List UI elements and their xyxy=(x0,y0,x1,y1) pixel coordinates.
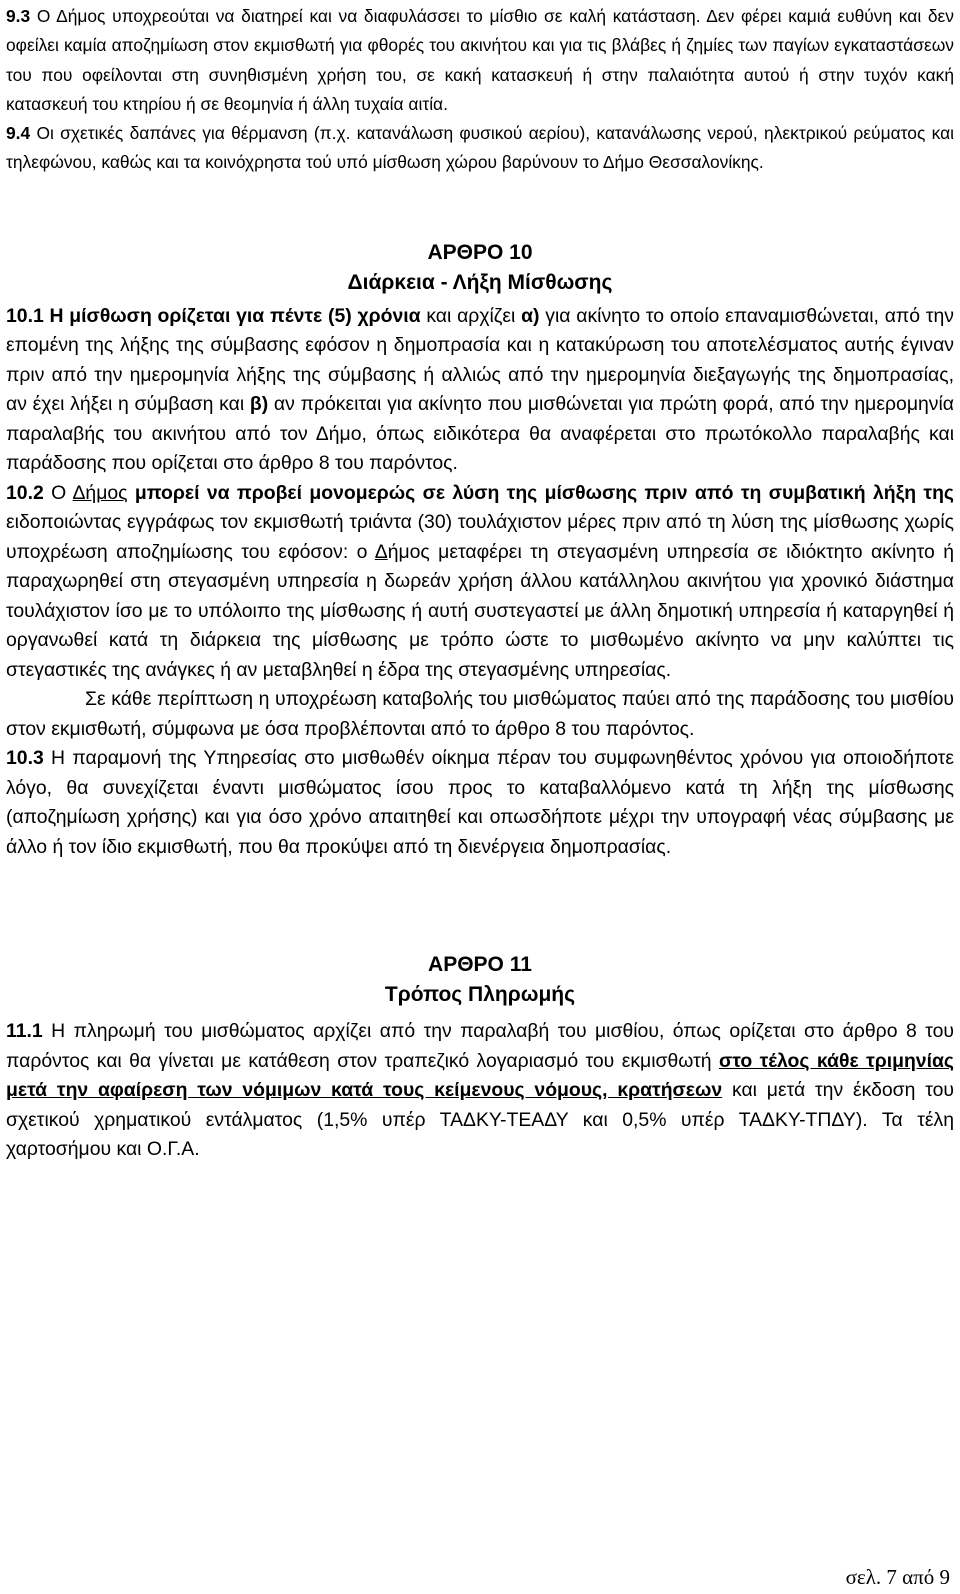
article-10-title: ΑΡΘΡΟ 10 xyxy=(427,240,533,264)
paragraph-10-3 xyxy=(6,744,954,862)
paragraph-text: Η παραμονή της Υπηρεσίας στο μισθωθέν οίκημα πέραν του συμφωνηθέντος χρόνου για οποιοδήποτε λόγο, θα συνεχίζεται έναντι μισθώματος ίσου προς το καταβαλλόμενο κατά τη λήξη της μίσθωσης (αποζημίωση χρήσης) και για όσο χρόνο απαιτηθεί και οπωσδήποτε μέχρι την υπογραφή νέας σύμβασης με άλλο ή τον ίδιο εκμισθωτή, που θα προκύψει από τη διενέργεια δημοπρασίας. xyxy=(6,747,954,858)
paragraph-text: ειδοποιώντας εγγράφως τον εκμισθωτή τριάντα (30) τουλάχιστον μέρες πριν από τη λύση της μίσθωσης χωρίς υποχρέωση αποζημίωσης του εφόσον: ο xyxy=(6,511,954,563)
section-number: 11.1 xyxy=(6,1020,43,1043)
section-number: 9.3 xyxy=(6,6,31,26)
paragraph-text: αν πρόκειται για ακίνητο που μισθώνεται για πρώτη φορά, από την ημερομηνία παραλαβής του ακινήτου από τον Δήμο, όπως ειδικότερα θα αναφέρεται στο πρωτόκολλο παραλαβής και παράδοσης που ορίζεται στο άρθρο 8 του παρόντος. xyxy=(6,393,954,475)
section-number: 10.2 xyxy=(6,481,44,504)
section-number: 10.3 xyxy=(6,747,44,770)
paragraph-text: και μετά την έκδοση του σχετικού χρηματικού εντάλματος (1,5% υπέρ ΤΑΔΚΥ-ΤΕΑΔΥ και 0,5% υπέρ ΤΑΔΚΥ-ΤΠΔΥ). Τα τέλη χαρτοσήμου και Ο.Γ.Α. xyxy=(6,1079,954,1161)
paragraph-10-2-continued: Σε κάθε περίπτωση η υποχρέωση καταβολής του μισθώματος παύει από της παράδοσης του μισθίου στον εκμισθωτή, σύμφωνα με όσα προβλέποντα​ι από το άρθρο 8 του παρόντος. xyxy=(6,688,954,740)
article-10-subtitle: Διάρκεια - Λήξη Μίσθωσης xyxy=(347,270,613,294)
section-number: 9.4 xyxy=(6,123,31,144)
document-page xyxy=(6,2,954,1165)
underlined-text: Δ xyxy=(374,540,388,563)
paragraph-text: ήμος μεταφέρει τη στεγασμένη υπηρεσία σε ιδιόκτητο ακίνητο ή παραχωρηθεί στη στεγασμένη υπηρεσία η δωρεάν χρήση άλλου κατάλληλου ακινήτου για χρονικό διάστημα τουλάχιστον ίσο με το υπόλοιπο της μίσθωσης ή αυτή συστεγαστεί με άλλη δημοτική υπηρεσία ή καταργηθεί ή οργανωθεί κατά τη διάρκεια της μίσθωσης με τρόπο ώστε το μισθωμένο ακίνητο να μην καλύπτει τις στεγαστικές της ανάγκες ή αν μεταβληθεί η έδρα της στεγασμένης υπηρεσίας. xyxy=(6,540,954,681)
paragraph-11-1 xyxy=(6,1017,954,1165)
paragraph-text: Ο Δήμος υποχρεούται να διατηρεί και να διαφυλάσσει το μίσθιο σε καλή κατάσταση. Δεν φέρει καμιά ευθύνη και δεν οφείλει καμία αποζημίωση στον εκμισθωτή για φθορές του ακινήτου και για τις βλάβες ή ζημίες των παγίων εγκαταστάσεων του που οφείλονται στη συνηθισμένη χρήση του, σε κακή κατασκευή ή στην παλαιότητα αυτού ή στην τυχόν κακή κατασκευή του κτηρίου ή σε θεομηνία ή άλλη τυχαία αιτία. xyxy=(6,6,954,114)
article-11-title: ΑΡΘΡΟ 11 xyxy=(428,953,532,977)
paragraph-9-4 xyxy=(6,119,954,178)
paragraph-10-2 xyxy=(6,479,954,686)
paragraph-9-3 xyxy=(6,2,954,119)
article-11-subtitle: Τρόπος Πληρωμής xyxy=(384,983,576,1007)
paragraph-text: Ο xyxy=(43,481,73,504)
bold-underlined-text: στο τέλος κάθε τριμηνίας μετά την αφαίρεση των νόμιμων κατά τους κείμενους νόμους, κρατήσεων xyxy=(6,1049,954,1102)
bold-text: μπορεί να προβεί μονομερώς σε λύση της μίσθωσης πριν από τη συμβατική λήξη της xyxy=(127,481,954,504)
bold-marker-b: β) xyxy=(249,393,269,416)
page-number: σελ. 7 από 9 xyxy=(845,1565,950,1589)
bold-text: Η μίσθωση ορίζεται για πέντε (5) χρόνια xyxy=(43,304,421,327)
bold-marker-a: α) xyxy=(521,304,540,327)
paragraph-10-1 xyxy=(6,302,954,479)
section-number: 10.1 xyxy=(6,304,44,327)
paragraph-text: Οι σχετικές δαπάνες για θέρμανση (π.χ. κατανάλωση φυσικού αερίου), κατανάλωσης νερού, ηλεκτρικού ρεύματος και τηλεφώνου, καθώς και τα κοινόχρηστα τού υπό μίσθωση χώρου βαρύνουν το Δήμο Θεσσαλονίκης. xyxy=(6,123,954,173)
paragraph-text: και αρχίζει xyxy=(420,304,522,327)
paragraph-text: για ακίνητο το οποίο επαναμισθώνεται, από την επομένη της λήξης της σύμβασης εφόσον η δημοπρασία και η κατακύρωση του αποτελέσματος αυτής έγιναν πριν από την ημερομηνία λήξης της σύμβασης ή αλλιώς από την ημερομηνία διεξαγωγής της δημοπρασίας, αν έχει λήξει η σύμβαση και xyxy=(6,304,955,416)
underlined-text: Δήμος xyxy=(72,481,128,504)
paragraph-text: Η πληρωμή του μισθώματος αρχίζει από την παραλαβή του μισθίου, όπως ορίζεται στο άρθρο 8 του παρόντος και θα γίνεται με κατάθεση στον τραπεζικό λογαριασμό του εκμισθωτή xyxy=(6,1020,954,1072)
